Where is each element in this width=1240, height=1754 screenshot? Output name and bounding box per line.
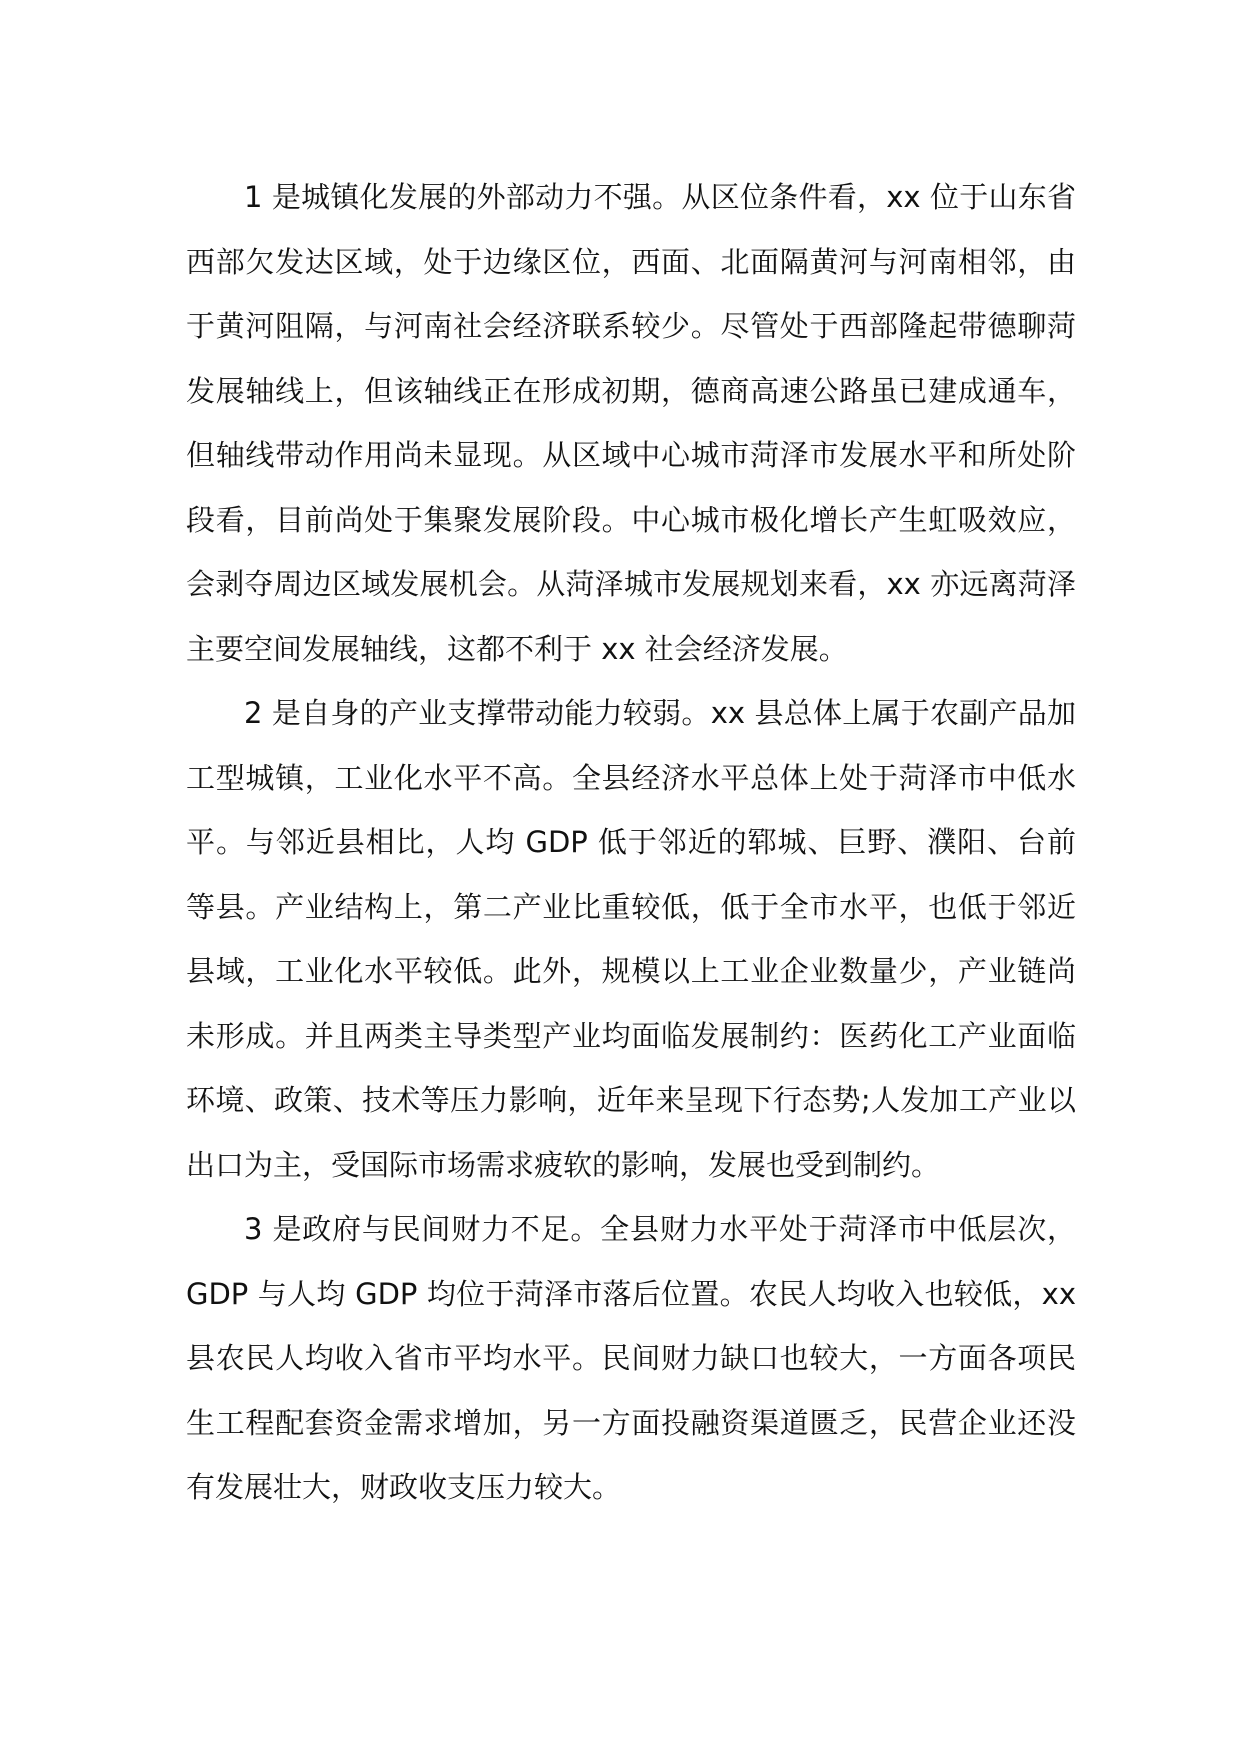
paragraph-2: 2 是自身的产业支撑带动能力较弱。xx 县总体上属于农副产品加工型城镇，工业化水平不高。全县经济水平总体上处于菏泽市中低水平。与邻近县相比，人均 GDP 低于邻近的郓城、巨野、濮阳、台前等县。产业结构上，第二产业比重较低，低于全市水平，也低于邻近县域，工业化水平较低。此外，规模以上工业企业数量少，产业链尚未形成。并且两类主导类型产业均面临发展制约：医药化工产业面临环境、政策、技术等压力影响，近年来呈现下行态势;人发加工产业以出口为主，受国际市场需求疲软的影响，发展也受到制约。: [186, 696, 1076, 1182]
document-page: [186, 165, 1076, 1520]
paragraph-1: 1 是城镇化发展的外部动力不强。从区位条件看，xx 位于山东省西部欠发达区域，处于边缘区位，西面、北面隔黄河与河南相邻，由于黄河阻隔，与河南社会经济联系较少。尽管处于西部隆起带德聊菏发展轴线上，但该轴线正在形成初期，德商高速公路虽已建成通车，但轴线带动作用尚未显现。从区域中心城市菏泽市发展水平和所处阶段看，目前尚处于集聚发展阶段。中心城市极化增长产生虹吸效应，会剥夺周边区域发展机会。从菏泽城市发展规划来看，xx 亦远离菏泽主要空间发展轴线，这都不利于 xx 社会经济发展。: [186, 180, 1076, 666]
paragraph-3: 3 是政府与民间财力不足。全县财力水平处于菏泽市中低层次，GDP 与人均 GDP 均位于菏泽市落后位置。农民人均收入也较低，xx 县农民人均收入省市平均水平。民间财力缺口也较大，一方面各项民生工程配套资金需求增加，另一方面投融资渠道匮乏，民营企业还没有发展壮大，财政收支压力较大。: [186, 1212, 1076, 1504]
